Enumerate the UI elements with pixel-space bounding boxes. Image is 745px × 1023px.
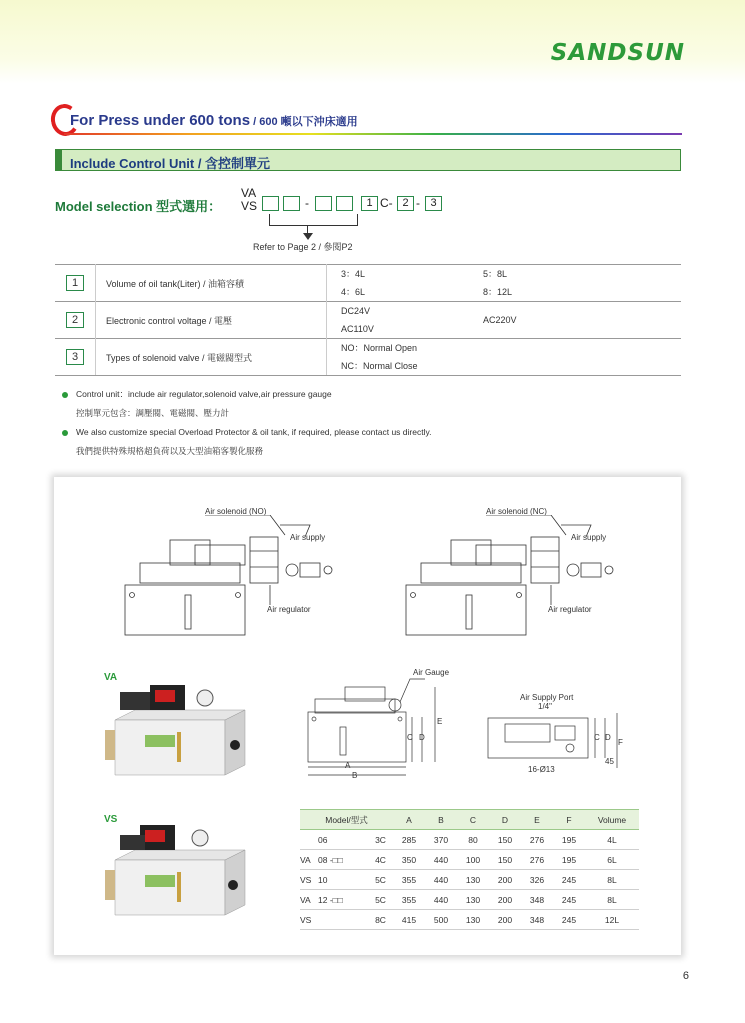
note-en: Control unit：include air regulator,solenoid valve,air pressure gauge: [76, 389, 332, 399]
cell: 415: [393, 910, 425, 930]
notes: [62, 385, 431, 461]
dim-f: F: [618, 738, 623, 747]
model-code: 8C: [368, 910, 393, 930]
model-group: VA: [300, 890, 318, 910]
spec-row: [55, 339, 681, 376]
prefix-va: VA: [241, 186, 257, 200]
dim-header: Volume: [585, 810, 639, 830]
option: 3：4L: [341, 269, 366, 279]
cell: 245: [553, 910, 585, 930]
spec-options: [327, 265, 682, 302]
code-c: C-: [380, 196, 393, 210]
include-en: Include Control Unit: [70, 156, 195, 171]
page-number: 6: [682, 970, 689, 982]
code-dash: -: [416, 196, 420, 210]
cell: 245: [553, 870, 585, 890]
include-control-unit-heading: [55, 149, 681, 171]
option: AC220V: [483, 315, 517, 325]
cell: 370: [425, 830, 457, 850]
spec-table: [55, 264, 681, 376]
option: AC110V: [341, 324, 374, 334]
label-air-supply: Air supply: [571, 533, 607, 542]
label-port-size: 1/4": [538, 702, 552, 711]
dim-c: C: [407, 733, 413, 742]
bullet-icon: [62, 392, 68, 398]
press-title-en: For Press under 600 tons: [70, 112, 251, 129]
code-box-2: 2: [397, 196, 414, 211]
dim-b: B: [352, 771, 358, 780]
va-label: VA: [104, 672, 118, 683]
dim-header: C: [457, 810, 489, 830]
cell: 276: [521, 850, 553, 870]
cell: 440: [425, 870, 457, 890]
rainbow-divider: [64, 133, 682, 135]
model-group: VA: [300, 850, 318, 870]
note-zh: 控制單元包含：調壓閥、電磁閥、壓力計: [76, 408, 230, 418]
model-group: [300, 830, 318, 850]
dim-header-row: [300, 810, 639, 830]
code-box-1: 1: [361, 196, 378, 211]
code-dash: -: [305, 196, 309, 210]
cell: 326: [521, 870, 553, 890]
option-row: [327, 265, 681, 283]
cell: 130: [457, 910, 489, 930]
code-box-3: 3: [425, 196, 442, 211]
cell: 150: [489, 850, 521, 870]
dim-d: D: [419, 733, 425, 742]
model-size: 10: [318, 870, 368, 890]
cell: 195: [553, 850, 585, 870]
table-row: [300, 890, 639, 910]
cell: 8L: [585, 890, 639, 910]
include-zh: / 含控制單元: [194, 156, 271, 171]
model-size: [318, 910, 368, 930]
spec-row: [55, 265, 681, 302]
note-en: We also customize special Overload Protector & oil tank, if required, please contact us directly.: [76, 427, 432, 437]
refer-arrow-icon: [303, 233, 313, 240]
model-code: 5C: [368, 890, 393, 910]
option: 4：6L: [341, 287, 366, 297]
cell: 200: [489, 870, 521, 890]
table-row: [300, 910, 639, 930]
spec-desc: Volume of oil tank(Liter) / 油箱容積: [96, 265, 327, 302]
cell: 4L: [585, 830, 639, 850]
model-code: 4C: [368, 850, 393, 870]
dim-header: A: [393, 810, 425, 830]
dim-d: D: [605, 733, 611, 742]
cell: 6L: [585, 850, 639, 870]
option-row: [327, 339, 681, 357]
code-box: [315, 196, 332, 211]
vs-product-image: [105, 820, 255, 920]
option: NO：Normal Open: [341, 343, 418, 353]
dim-45: 45: [605, 757, 614, 766]
schematic-no: [120, 515, 340, 640]
spec-num-cell: [55, 265, 96, 302]
refer-bracket: [269, 214, 358, 226]
dim-header: D: [489, 810, 521, 830]
option-row: [327, 357, 681, 375]
cell: 285: [393, 830, 425, 850]
va-product-image: [105, 680, 255, 780]
label-air-solenoid-no: Air solenoid (NO): [205, 507, 267, 516]
code-box: [283, 196, 300, 211]
spec-row: [55, 302, 681, 339]
cell: 245: [553, 890, 585, 910]
cell: 130: [457, 870, 489, 890]
cell: 12L: [585, 910, 639, 930]
dimension-table: [300, 809, 639, 930]
table-row: [300, 830, 639, 850]
label-air-supply-port: Air Supply Port: [520, 693, 574, 702]
spec-num: 3: [66, 349, 84, 365]
schematic-nc: [401, 515, 621, 640]
prefix-vs: VS: [241, 199, 258, 213]
spec-num: 2: [66, 312, 84, 328]
label-air-gauge: Air Gauge: [413, 668, 450, 677]
option: NC：Normal Close: [341, 361, 418, 371]
cell: 200: [489, 890, 521, 910]
model-size: 08 -□□: [318, 850, 368, 870]
label-air-regulator: Air regulator: [267, 605, 311, 614]
spec-num-cell: [55, 339, 96, 376]
note-item: [62, 423, 431, 442]
section-title: [70, 112, 358, 129]
model-code: 3C: [368, 830, 393, 850]
spec-desc: Types of solenoid valve / 電磁閥型式: [96, 339, 327, 376]
model-group: VS: [300, 910, 318, 930]
code-box: [262, 196, 279, 211]
cell: 8L: [585, 870, 639, 890]
spec-options: [327, 339, 682, 376]
model-group: VS: [300, 870, 318, 890]
label-holes: 16-Ø13: [528, 765, 555, 774]
model-size: 06: [318, 830, 368, 850]
brand-logo: SANDSUN: [550, 40, 685, 66]
cell: 348: [521, 890, 553, 910]
press-title-zh: / 600 噸以下沖床適用: [250, 116, 358, 128]
front-dimension-drawing: [300, 677, 450, 782]
cell: 355: [393, 890, 425, 910]
dim-header: F: [553, 810, 585, 830]
cell: 195: [553, 830, 585, 850]
dim-header: Model/型式: [300, 810, 393, 830]
note-item: [62, 385, 431, 404]
dim-header: B: [425, 810, 457, 830]
spec-num: 1: [66, 275, 84, 291]
option: 5：8L: [483, 269, 508, 279]
cell: 355: [393, 870, 425, 890]
label-air-solenoid-nc: Air solenoid (NC): [486, 507, 547, 516]
cell: 80: [457, 830, 489, 850]
refer-note: Refer to Page 2 / 參閱P2: [253, 242, 353, 252]
note-zh: 我們提供特殊規格超負荷以及大型油箱客製化服務: [76, 446, 264, 456]
option-row: [327, 283, 681, 301]
option: 8：12L: [483, 287, 513, 297]
spec-desc: Electronic control voltage / 電壓: [96, 302, 327, 339]
cell: 348: [521, 910, 553, 930]
model-code: 5C: [368, 870, 393, 890]
code-box: [336, 196, 353, 211]
table-row: [300, 850, 639, 870]
vs-label: VS: [104, 814, 118, 825]
model-size: 12 -□□: [318, 890, 368, 910]
table-row: [300, 870, 639, 890]
cell: 350: [393, 850, 425, 870]
dim-a: A: [345, 761, 351, 770]
model-prefix: [241, 187, 257, 213]
cell: 440: [425, 850, 457, 870]
cell: 440: [425, 890, 457, 910]
cell: 130: [457, 890, 489, 910]
cell: 150: [489, 830, 521, 850]
option: DC24V: [341, 306, 371, 316]
label-air-regulator: Air regulator: [548, 605, 592, 614]
cell: 100: [457, 850, 489, 870]
label-air-supply: Air supply: [290, 533, 326, 542]
side-dimension-drawing: [485, 708, 635, 778]
cell: 276: [521, 830, 553, 850]
spec-num-cell: [55, 302, 96, 339]
bullet-icon: [62, 430, 68, 436]
dim-c: C: [594, 733, 600, 742]
dim-e: E: [437, 717, 443, 726]
model-selection-label: Model selection 型式選用：: [55, 199, 222, 214]
cell: 200: [489, 910, 521, 930]
spec-options: [327, 302, 682, 339]
option-row: [327, 302, 681, 325]
heading-accent-bar: [56, 150, 62, 170]
cell: 500: [425, 910, 457, 930]
dim-header: E: [521, 810, 553, 830]
include-heading-text: [70, 153, 270, 172]
